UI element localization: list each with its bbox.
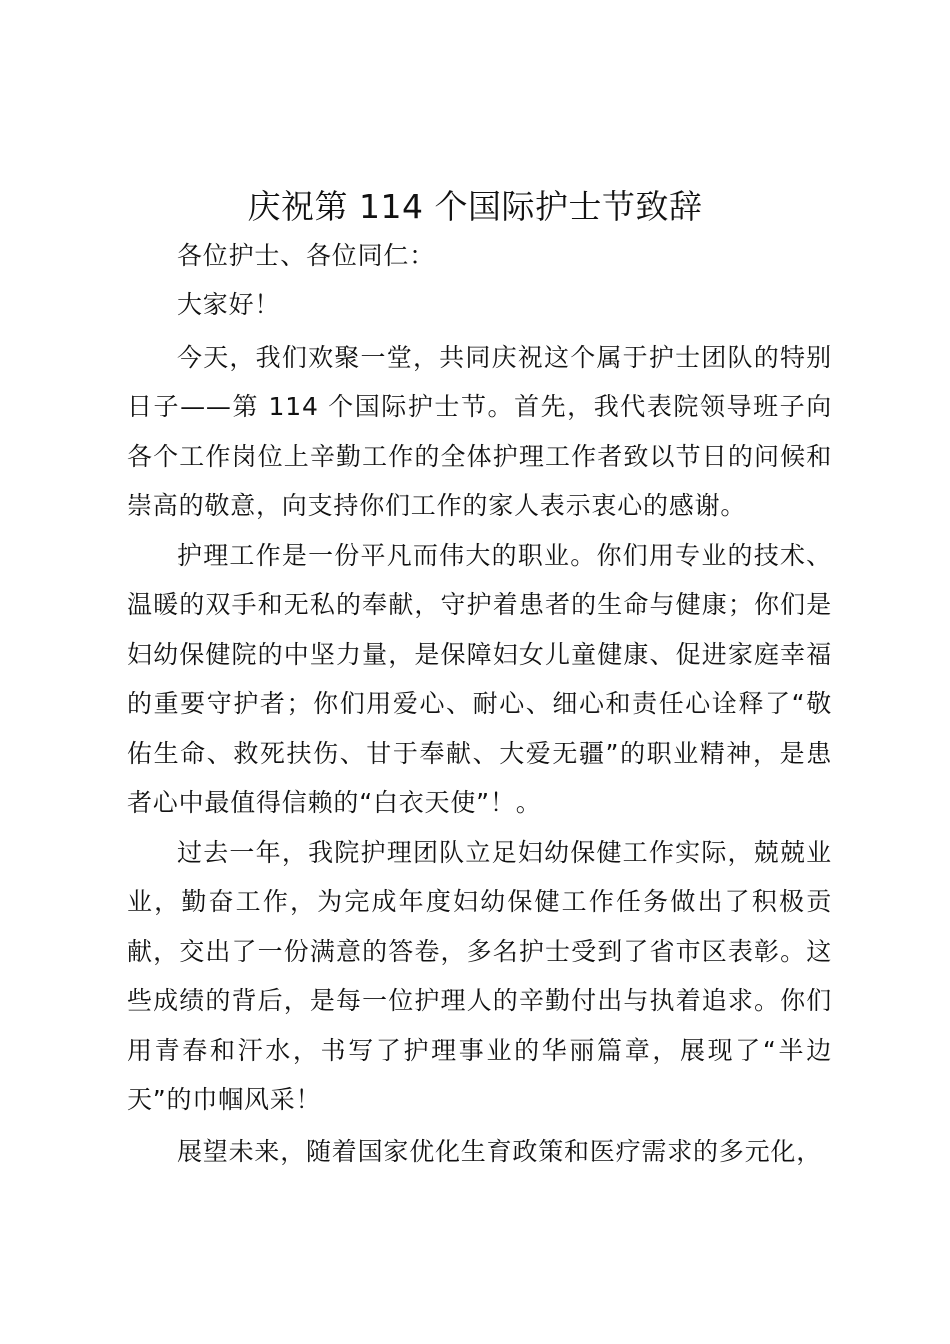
salutation: 各位护士、各位同仁： (177, 241, 436, 270)
paragraph-2: 护理工作是一份平凡而伟大的职业。你们用专业的技术、温暖的双手和无私的奉献，守护着患者的生命与健康；你们是妇幼保健院的中坚力量，是保障妇女儿童健康、促进家庭幸福的重要守护者；你们用爱心、耐心、细心和责任心诠释了“敬佑生命、救死扶伤、甘于奉献、大爱无疆”的职业精神，是患者心中最值得信赖的“白衣天使”！。 (127, 541, 832, 818)
paragraph-1: 今天，我们欢聚一堂，共同庆祝这个属于护士团队的特别日子——第 114 个国际护士节。首先，我代表院领导班子向各个工作岗位上辛勤工作的全体护理工作者致以节日的问候和崇高的敬意，向支持你们工作的家人表示衷心的感谢。 (127, 343, 832, 521)
paragraph-3: 过去一年，我院护理团队立足妇幼保健工作实际，兢兢业业，勤奋工作，为完成年度妇幼保健工作任务做出了积极贡献，交出了一份满意的答卷，多名护士受到了省市区表彰。这些成绩的背后，是每一位护理人的辛勤付出与执着追求。你们用青春和汗水，书写了护理事业的华丽篇章，展现了“半边天”的巾帼风采！ (127, 838, 832, 1115)
paragraph-4: 展望未来，随着国家优化生育政策和医疗需求的多元化， (177, 1137, 823, 1166)
document-title: 庆祝第 114 个国际护士节致辞 (247, 187, 703, 226)
greeting: 大家好！ (177, 290, 281, 319)
